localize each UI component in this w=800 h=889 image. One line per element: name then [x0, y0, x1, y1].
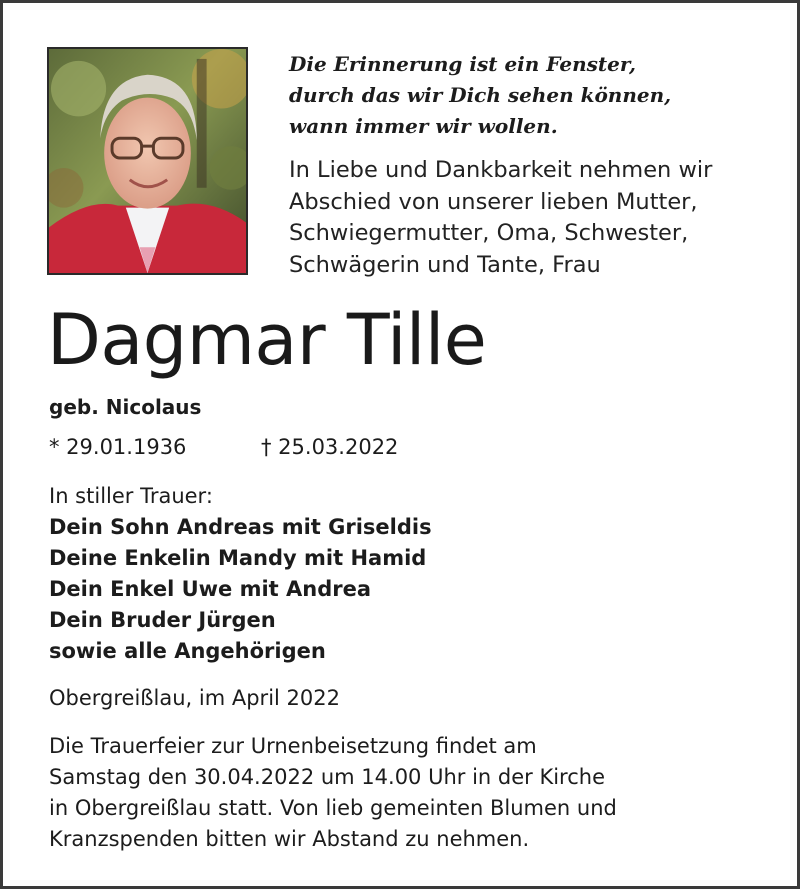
deceased-name: Dagmar Tille — [47, 299, 487, 381]
farewell-intro — [289, 155, 789, 281]
mourner-name: Dein Sohn Andreas mit Griseldis — [49, 515, 432, 539]
intro-line: Schwiegermutter, Oma, Schwester, — [289, 220, 689, 246]
mourner-name: Dein Enkel Uwe mit Andrea — [49, 577, 372, 601]
mourner-name: Deine Enkelin Mandy mit Hamid — [49, 546, 427, 570]
intro-line: In Liebe und Dankbarkeit nehmen wir — [289, 157, 713, 183]
portrait-image — [49, 49, 246, 273]
info-line: Kranzspenden bitten wir Abstand zu nehmen. — [49, 827, 530, 851]
mourners-heading: In stiller Trauer: — [49, 484, 213, 508]
death-date: † 25.03.2022 — [261, 435, 399, 459]
birth-date: * 29.01.1936 — [49, 435, 187, 459]
birth-name: geb. Nicolaus — [49, 395, 202, 419]
mourner-name: sowie alle Angehörigen — [49, 639, 326, 663]
life-dates — [49, 431, 399, 463]
place-and-date: Obergreißlau, im April 2022 — [49, 686, 340, 710]
quote-line: wann immer wir wollen. — [289, 114, 558, 138]
intro-line: Abschied von unserer lieben Mutter, — [289, 188, 698, 215]
quote-line: Die Erinnerung ist ein Fenster, — [289, 52, 636, 76]
info-line: in Obergreißlau statt. Von lieb gemeinten Blumen und — [49, 796, 617, 820]
mourner-name: Dein Bruder Jürgen — [49, 608, 276, 632]
info-line: Samstag den 30.04.2022 um 14.00 Uhr in der Kirche — [49, 765, 606, 789]
funeral-info — [49, 731, 769, 855]
memorial-quote — [289, 49, 779, 142]
quote-line: durch das wir Dich sehen können, — [289, 83, 672, 107]
intro-line: Schwägerin und Tante, Frau — [289, 251, 601, 278]
mourners-block — [49, 481, 432, 667]
info-line: Die Trauerfeier zur Urnenbeisetzung findet am — [49, 734, 537, 758]
portrait-photo — [47, 47, 248, 275]
